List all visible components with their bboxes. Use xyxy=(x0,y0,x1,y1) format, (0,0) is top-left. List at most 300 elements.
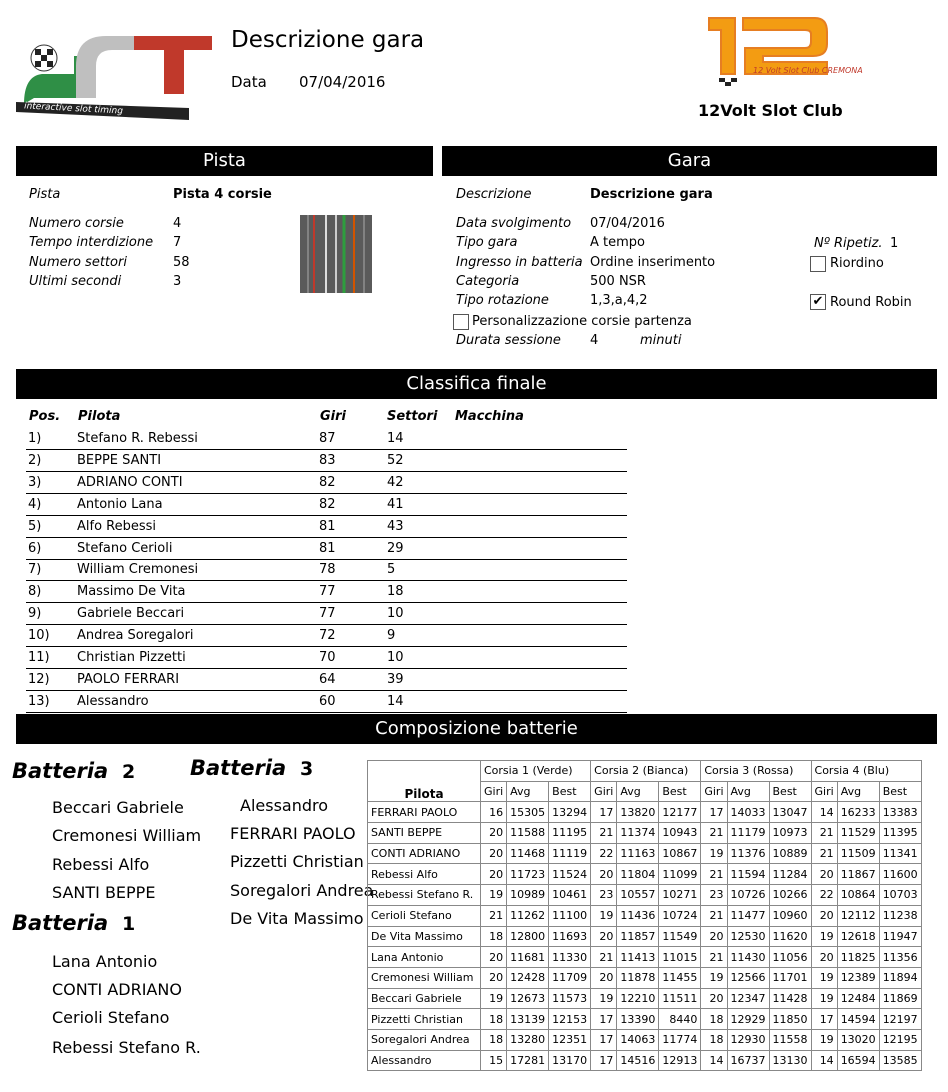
lap-header-corsia: Corsia 2 (Bianca) xyxy=(591,761,701,782)
classifica-giri: 81 xyxy=(319,518,336,534)
lap-cell: 11195 xyxy=(549,823,591,844)
lap-cell: 20 xyxy=(811,864,837,885)
lap-cell: 10266 xyxy=(769,885,811,906)
lap-cell: 13294 xyxy=(549,802,591,823)
ingresso-batteria-label: Ingresso in batteria xyxy=(456,255,583,270)
tempo-interdizione-label: Tempo interdizione xyxy=(29,235,154,250)
numero-settori-value: 58 xyxy=(173,255,190,270)
tipo-gara-label: Tipo gara xyxy=(456,235,518,250)
descrizione-value: Descrizione gara xyxy=(590,187,713,202)
lap-cell: 12347 xyxy=(727,988,769,1009)
durata-sessione-value: 4 xyxy=(590,333,599,348)
lap-subheader-avg: Avg xyxy=(617,781,659,802)
batteria-1-title: Batteria xyxy=(12,911,109,935)
durata-unit: minuti xyxy=(640,333,682,348)
lap-cell: 15305 xyxy=(507,802,549,823)
lap-cell: 19 xyxy=(481,988,507,1009)
lap-cell: 17 xyxy=(591,1029,617,1050)
personalizzazione-label: Personalizzazione corsie partenza xyxy=(472,314,692,329)
lap-cell: 11262 xyxy=(507,905,549,926)
lap-cell: 19 xyxy=(811,1029,837,1050)
lap-cell: 11850 xyxy=(769,1009,811,1030)
lap-subheader-best: Best xyxy=(879,781,921,802)
lap-cell: 11588 xyxy=(507,823,549,844)
page-title: Descrizione gara xyxy=(231,27,425,53)
batteria-2-member: SANTI BEPPE xyxy=(52,883,156,902)
lap-cell: 10271 xyxy=(659,885,701,906)
classifica-settori: 41 xyxy=(387,496,404,512)
lap-cell: 11395 xyxy=(879,823,921,844)
lap-cell: 23 xyxy=(591,885,617,906)
lap-cell: 20 xyxy=(701,926,727,947)
classifica-pilota: Gabriele Beccari xyxy=(77,606,185,622)
lap-cell: 12197 xyxy=(879,1009,921,1030)
lap-cell: 11056 xyxy=(769,947,811,968)
lap-cell: 11356 xyxy=(879,947,921,968)
lap-cell: 12112 xyxy=(837,905,879,926)
lap-cell: 17 xyxy=(701,802,727,823)
lap-cell: 11549 xyxy=(659,926,701,947)
tipo-rotazione-label: Tipo rotazione xyxy=(456,293,549,308)
batteria-3-member: FERRARI PAOLO xyxy=(230,824,356,843)
lap-cell: 21 xyxy=(811,843,837,864)
lap-cell: 17 xyxy=(811,1009,837,1030)
lap-subheader-giri: Giri xyxy=(591,781,617,802)
classifica-pilota: William Cremonesi xyxy=(77,562,199,578)
lap-cell: 18 xyxy=(481,1009,507,1030)
table-row xyxy=(368,802,922,823)
classifica-giri: 81 xyxy=(319,540,336,556)
lap-cell: 11709 xyxy=(549,967,591,988)
col-header-settori: Settori xyxy=(387,409,438,424)
classifica-giri: 77 xyxy=(319,584,336,600)
gara-bar: Gara xyxy=(442,146,937,176)
lap-cell: 10960 xyxy=(769,905,811,926)
classifica-pilota: ADRIANO CONTI xyxy=(77,474,183,490)
classifica-settori: 14 xyxy=(387,431,404,446)
lap-cell: 11341 xyxy=(879,843,921,864)
lap-cell: 11620 xyxy=(769,926,811,947)
batterie-bar: Composizione batterie xyxy=(16,714,937,744)
lap-cell: 19 xyxy=(811,967,837,988)
lap-cell: 21 xyxy=(701,947,727,968)
round-robin-checkbox[interactable]: ✔ xyxy=(810,294,826,310)
table-row xyxy=(368,823,922,844)
pista-label: Pista xyxy=(29,187,61,202)
lap-cell: 21 xyxy=(591,947,617,968)
batteria-1-number: 1 xyxy=(122,913,136,935)
lap-cell: 13383 xyxy=(879,802,921,823)
lap-cell: 16233 xyxy=(837,802,879,823)
pista-value: Pista 4 corsie xyxy=(173,187,272,202)
classifica-pos: 12) xyxy=(28,671,50,687)
tempo-interdizione-value: 7 xyxy=(173,235,182,250)
lap-pilota: SANTI BEPPE xyxy=(368,823,481,844)
classifica-giri: 82 xyxy=(319,474,336,490)
lap-cell: 16 xyxy=(481,802,507,823)
classifica-settori: 29 xyxy=(387,540,404,556)
table-row xyxy=(368,1050,922,1071)
lap-subheader-avg: Avg xyxy=(837,781,879,802)
lap-cell: 21 xyxy=(701,864,727,885)
lap-cell: 11894 xyxy=(879,967,921,988)
riordino-checkbox[interactable] xyxy=(810,256,826,272)
table-row xyxy=(368,885,922,906)
lap-cell: 11869 xyxy=(879,988,921,1009)
batteria-2-member: Beccari Gabriele xyxy=(52,798,184,817)
classifica-giri: 64 xyxy=(319,671,336,687)
lap-cell: 11330 xyxy=(549,947,591,968)
lap-cell: 11119 xyxy=(549,843,591,864)
lap-cell: 20 xyxy=(811,905,837,926)
classifica-settori: 52 xyxy=(387,452,404,468)
date-value: 07/04/2016 xyxy=(299,73,386,91)
lap-cell: 12428 xyxy=(507,967,549,988)
lap-cell: 20 xyxy=(591,967,617,988)
lap-cell: 11947 xyxy=(879,926,921,947)
lap-cell: 13020 xyxy=(837,1029,879,1050)
lap-pilota: Cerioli Stefano xyxy=(368,905,481,926)
classifica-settori: 43 xyxy=(387,518,404,534)
track-image xyxy=(300,215,372,293)
lap-cell: 17281 xyxy=(507,1050,549,1071)
lap-cell: 11099 xyxy=(659,864,701,885)
lap-cell: 11867 xyxy=(837,864,879,885)
lap-pilota: Rebessi Alfo xyxy=(368,864,481,885)
lap-cell: 11436 xyxy=(617,905,659,926)
lap-cell: 23 xyxy=(701,885,727,906)
lap-cell: 19 xyxy=(811,988,837,1009)
lap-cell: 11857 xyxy=(617,926,659,947)
lap-cell: 11600 xyxy=(879,864,921,885)
lap-cell: 11573 xyxy=(549,988,591,1009)
lap-pilota: CONTI ADRIANO xyxy=(368,843,481,864)
lap-cell: 16737 xyxy=(727,1050,769,1071)
lap-cell: 11376 xyxy=(727,843,769,864)
classifica-pos: 5) xyxy=(28,518,42,534)
lap-cell: 16594 xyxy=(837,1050,879,1071)
row-divider xyxy=(26,580,627,581)
lap-cell: 11594 xyxy=(727,864,769,885)
lap-cell: 22 xyxy=(591,843,617,864)
lap-cell: 12210 xyxy=(617,988,659,1009)
lap-cell: 14594 xyxy=(837,1009,879,1030)
lap-header-corsia: Corsia 4 (Blu) xyxy=(811,761,921,782)
data-svolgimento-value: 07/04/2016 xyxy=(590,216,665,231)
classifica-pilota: Alfo Rebessi xyxy=(77,518,157,534)
lap-header-corsia: Corsia 3 (Rossa) xyxy=(701,761,811,782)
lap-cell: 17 xyxy=(591,1050,617,1071)
lap-cell: 13047 xyxy=(769,802,811,823)
categoria-value: 500 NSR xyxy=(590,274,646,289)
row-divider xyxy=(26,712,627,713)
lap-cell: 10726 xyxy=(727,885,769,906)
lap-subheader-best: Best xyxy=(549,781,591,802)
classifica-pos: 7) xyxy=(28,562,42,578)
lap-cell: 11878 xyxy=(617,967,659,988)
batteria-2-title: Batteria xyxy=(12,759,109,783)
lap-pilota: Soregalori Andrea xyxy=(368,1029,481,1050)
col-header-pilota: Pilota xyxy=(78,409,121,424)
lap-cell: 18 xyxy=(481,926,507,947)
lap-cell: 10889 xyxy=(769,843,811,864)
classifica-giri: 77 xyxy=(319,606,336,622)
batteria-3-number: 3 xyxy=(300,758,314,780)
lap-pilota: De Vita Massimo xyxy=(368,926,481,947)
lap-subheader-best: Best xyxy=(659,781,701,802)
lap-cell: 12484 xyxy=(837,988,879,1009)
row-divider xyxy=(26,559,627,560)
lap-cell: 13585 xyxy=(879,1050,921,1071)
lap-cell: 10703 xyxy=(879,885,921,906)
numero-settori-label: Numero settori xyxy=(29,255,127,270)
classifica-giri: 60 xyxy=(319,693,336,709)
row-divider xyxy=(26,471,627,472)
lap-cell: 10943 xyxy=(659,823,701,844)
lap-cell: 10557 xyxy=(617,885,659,906)
lap-cell: 12153 xyxy=(549,1009,591,1030)
lap-cell: 19 xyxy=(811,926,837,947)
ripetiz-value: 1 xyxy=(890,236,899,251)
ultimi-secondi-label: Ultimi secondi xyxy=(29,274,122,289)
batteria-1-member: Cerioli Stefano xyxy=(52,1008,170,1027)
classifica-pilota: Stefano R. Rebessi xyxy=(77,431,198,446)
lap-cell: 12929 xyxy=(727,1009,769,1030)
lap-cell: 14 xyxy=(701,1050,727,1071)
col-header-pos: Pos. xyxy=(29,409,61,424)
col-header-macchina: Macchina xyxy=(455,409,524,424)
club-name: 12Volt Slot Club xyxy=(698,101,843,120)
batteria-2-member: Rebessi Alfo xyxy=(52,855,150,874)
lap-cell: 10724 xyxy=(659,905,701,926)
classifica-pilota: Antonio Lana xyxy=(77,496,163,512)
batteria-3-member: Alessandro xyxy=(240,796,329,815)
lap-cell: 11511 xyxy=(659,988,701,1009)
lap-cell: 17 xyxy=(591,1009,617,1030)
lap-cell: 14063 xyxy=(617,1029,659,1050)
lap-cell: 11825 xyxy=(837,947,879,968)
data-svolgimento-label: Data svolgimento xyxy=(456,216,572,231)
classifica-settori: 39 xyxy=(387,671,404,687)
classifica-settori: 18 xyxy=(387,584,404,600)
classifica-settori: 14 xyxy=(387,693,404,709)
lap-cell: 21 xyxy=(591,823,617,844)
ingresso-batteria-value: Ordine inserimento xyxy=(590,255,716,270)
lap-cell: 20 xyxy=(591,926,617,947)
lap-cell: 11428 xyxy=(769,988,811,1009)
row-divider xyxy=(26,602,627,603)
col-header-giri: Giri xyxy=(320,409,346,424)
classifica-pos: 1) xyxy=(28,431,42,446)
lap-cell: 11015 xyxy=(659,947,701,968)
lap-times-table xyxy=(367,760,922,1071)
table-row xyxy=(368,926,922,947)
classifica-pilota: Stefano Cerioli xyxy=(77,540,173,556)
batteria-2-number: 2 xyxy=(122,761,136,783)
lap-cell: 20 xyxy=(481,947,507,968)
lap-cell: 8440 xyxy=(659,1009,701,1030)
table-row xyxy=(368,1029,922,1050)
lap-cell: 11558 xyxy=(769,1029,811,1050)
classifica-settori: 9 xyxy=(387,628,396,644)
lap-cell: 20 xyxy=(481,864,507,885)
lap-cell: 11468 xyxy=(507,843,549,864)
durata-sessione-label: Durata sessione xyxy=(456,333,561,348)
lap-cell: 12913 xyxy=(659,1050,701,1071)
classifica-pos: 9) xyxy=(28,606,42,622)
lap-cell: 10461 xyxy=(549,885,591,906)
lap-cell: 11238 xyxy=(879,905,921,926)
lap-cell: 11701 xyxy=(769,967,811,988)
lap-cell: 12618 xyxy=(837,926,879,947)
lap-cell: 13130 xyxy=(769,1050,811,1071)
classifica-pilota: Alessandro xyxy=(77,693,149,709)
tipo-gara-value: A tempo xyxy=(590,235,645,250)
batteria-2-member: Cremonesi William xyxy=(52,826,202,845)
lap-cell: 11430 xyxy=(727,947,769,968)
classifica-settori: 5 xyxy=(387,562,396,578)
lap-cell: 22 xyxy=(811,885,837,906)
ist-logo-text: interactive slot timing xyxy=(23,101,124,117)
lap-cell: 18 xyxy=(481,1029,507,1050)
row-divider xyxy=(26,515,627,516)
lap-pilota: Lana Antonio xyxy=(368,947,481,968)
lap-pilota: Pizzetti Christian xyxy=(368,1009,481,1030)
lap-cell: 14033 xyxy=(727,802,769,823)
lap-cell: 19 xyxy=(591,988,617,1009)
date-label: Data xyxy=(231,73,267,91)
classifica-bar: Classifica finale xyxy=(16,369,937,399)
batteria-1-member: Lana Antonio xyxy=(52,952,158,971)
lap-cell: 15 xyxy=(481,1050,507,1071)
classifica-settori: 42 xyxy=(387,474,404,490)
lap-cell: 19 xyxy=(701,967,727,988)
lap-subheader-avg: Avg xyxy=(727,781,769,802)
lap-cell: 13139 xyxy=(507,1009,549,1030)
lap-pilota: Alessandro xyxy=(368,1050,481,1071)
lap-pilota: Beccari Gabriele xyxy=(368,988,481,1009)
lap-subheader-avg: Avg xyxy=(507,781,549,802)
lap-cell: 21 xyxy=(811,823,837,844)
lap-pilota: Cremonesi William xyxy=(368,967,481,988)
descrizione-label: Descrizione xyxy=(456,187,532,202)
personalizzazione-checkbox[interactable] xyxy=(453,314,469,330)
lap-cell: 11524 xyxy=(549,864,591,885)
batteria-3-member: De Vita Massimo xyxy=(230,909,364,928)
batteria-3-title: Batteria xyxy=(190,756,287,780)
categoria-label: Categoria xyxy=(456,274,520,289)
table-row xyxy=(368,967,922,988)
riordino-label: Riordino xyxy=(830,256,884,271)
lap-cell: 10989 xyxy=(507,885,549,906)
table-row xyxy=(368,905,922,926)
lap-cell: 19 xyxy=(481,885,507,906)
lap-cell: 11100 xyxy=(549,905,591,926)
numero-corsie-value: 4 xyxy=(173,216,182,231)
lap-cell: 11413 xyxy=(617,947,659,968)
lap-cell: 11477 xyxy=(727,905,769,926)
classifica-pos: 8) xyxy=(28,584,42,600)
classifica-pos: 11) xyxy=(28,650,50,665)
lap-cell: 13170 xyxy=(549,1050,591,1071)
lap-pilota: FERRARI PAOLO xyxy=(368,802,481,823)
lap-cell: 20 xyxy=(811,947,837,968)
lap-cell: 11374 xyxy=(617,823,659,844)
ripetiz-label: Nº Ripetiz. xyxy=(814,236,883,251)
lap-cell: 20 xyxy=(481,823,507,844)
lap-cell: 18 xyxy=(701,1029,727,1050)
lap-cell: 11179 xyxy=(727,823,769,844)
row-divider xyxy=(26,493,627,494)
lap-cell: 17 xyxy=(591,802,617,823)
row-divider xyxy=(26,690,627,691)
lap-header-pilota: Pilota xyxy=(368,761,481,802)
lap-cell: 12195 xyxy=(879,1029,921,1050)
lap-cell: 10867 xyxy=(659,843,701,864)
lap-cell: 12566 xyxy=(727,967,769,988)
pista-bar: Pista xyxy=(16,146,433,176)
lap-cell: 20 xyxy=(591,864,617,885)
lap-cell: 11774 xyxy=(659,1029,701,1050)
lap-cell: 12389 xyxy=(837,967,879,988)
lap-cell: 19 xyxy=(591,905,617,926)
row-divider xyxy=(26,449,627,450)
lap-cell: 21 xyxy=(701,823,727,844)
lap-cell: 18 xyxy=(701,1009,727,1030)
classifica-giri: 72 xyxy=(319,628,336,644)
lap-subheader-giri: Giri xyxy=(701,781,727,802)
lap-header-corsia: Corsia 1 (Verde) xyxy=(481,761,591,782)
classifica-pilota: BEPPE SANTI xyxy=(77,452,162,468)
batteria-3-member: Soregalori Andrea xyxy=(230,881,374,900)
table-row xyxy=(368,864,922,885)
lap-cell: 20 xyxy=(481,843,507,864)
lap-cell: 12530 xyxy=(727,926,769,947)
classifica-pos: 13) xyxy=(28,693,50,709)
lap-cell: 10973 xyxy=(769,823,811,844)
lap-subheader-giri: Giri xyxy=(811,781,837,802)
lap-cell: 20 xyxy=(481,967,507,988)
lap-cell: 14516 xyxy=(617,1050,659,1071)
club-logo-text: 12 Volt Slot Club CREMONA xyxy=(753,66,863,75)
lap-cell: 11509 xyxy=(837,843,879,864)
lap-cell: 12673 xyxy=(507,988,549,1009)
numero-corsie-label: Numero corsie xyxy=(29,216,124,231)
lap-cell: 14 xyxy=(811,802,837,823)
classifica-pos: 2) xyxy=(28,452,42,468)
lap-cell: 13820 xyxy=(617,802,659,823)
classifica-settori: 10 xyxy=(387,650,404,665)
lap-cell: 19 xyxy=(701,843,727,864)
row-divider xyxy=(26,537,627,538)
lap-cell: 11529 xyxy=(837,823,879,844)
classifica-settori: 10 xyxy=(387,606,404,622)
batteria-1-member: Rebessi Stefano R. xyxy=(52,1038,201,1057)
classifica-pos: 6) xyxy=(28,540,42,556)
ist-logo xyxy=(14,16,214,121)
classifica-pos: 3) xyxy=(28,474,42,490)
lap-cell: 13280 xyxy=(507,1029,549,1050)
lap-pilota: Rebessi Stefano R. xyxy=(368,885,481,906)
row-divider xyxy=(26,646,627,647)
classifica-giri: 82 xyxy=(319,496,336,512)
table-row xyxy=(368,843,922,864)
classifica-giri: 87 xyxy=(319,431,336,446)
club-logo xyxy=(705,14,863,89)
lap-subheader-giri: Giri xyxy=(481,781,507,802)
table-row xyxy=(368,947,922,968)
classifica-pilota: PAOLO FERRARI xyxy=(77,671,180,687)
